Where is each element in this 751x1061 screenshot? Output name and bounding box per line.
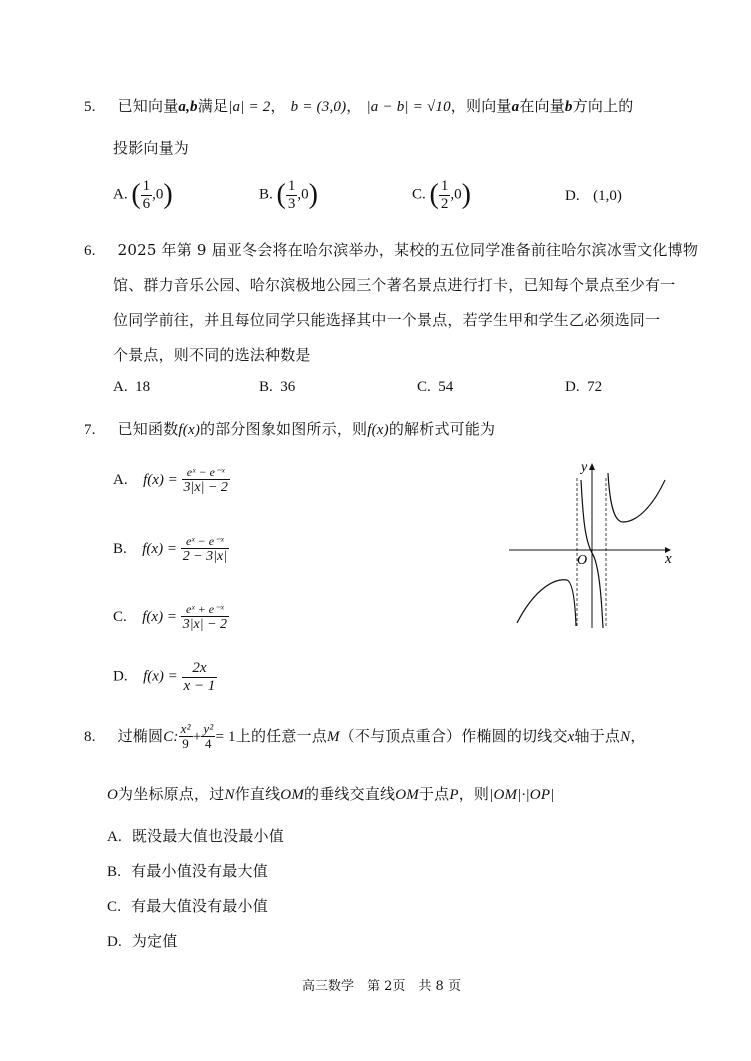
q8-option-c (107, 895, 268, 916)
q5-option-b: B. ( $\frac{1}{3}$ ,0) (259, 178, 318, 212)
option-label: A. (113, 472, 128, 489)
q7-function-graph (505, 458, 680, 633)
option-text: 为定值 (131, 932, 178, 950)
q5-option-c: C. ( $\frac{1}{2}$ ,0) (412, 178, 471, 212)
option-rest: ,0 (152, 186, 164, 203)
frac-num: 1 (440, 178, 449, 194)
y-axis-arrow (589, 463, 595, 470)
q7-stem (84, 418, 495, 439)
q8-line-om: OM (280, 787, 305, 803)
option-label: A. (107, 829, 122, 845)
q8-text: 作直线 (234, 785, 281, 803)
q6-stem-line3: 位同学前往，并且每位同学只能选择其中一个景点，若学生甲和学生乙必须选同一 (113, 311, 661, 329)
q8-number: 8. (84, 728, 96, 745)
q6-option-c (417, 379, 453, 396)
frac-den: 3|x| − 2 (183, 480, 228, 496)
page-footer: 高三数学 第 2页 共 8 页 (302, 979, 461, 994)
q5-stem-line1: 5. 已知向量a,b满足|a| = 2， b = (3,0)， |a − b| = √10，则向量a在向量b方向上的 (84, 97, 634, 115)
q8-text: 上的任意一点 (235, 726, 327, 745)
option-label: C. (107, 899, 122, 915)
q8-stem-line1 (84, 722, 646, 752)
option-rest: ,0 (297, 186, 309, 203)
q5-cond2: b = (3,0) (290, 99, 347, 115)
q6-option-b (259, 379, 295, 396)
q8-option-d (107, 930, 178, 951)
q5-option-d (565, 188, 622, 205)
q8-text: 于点 (418, 785, 450, 803)
q7-text: 的解析式可能为 (388, 420, 496, 438)
curve-left-branch (517, 580, 576, 626)
frac-num: eˣ − e⁻ˣ (181, 535, 229, 549)
origin-label: O (577, 553, 588, 568)
q7-fx: f(x) (367, 422, 389, 438)
q5-text: 满足 (197, 97, 229, 115)
q5-var-a: a (511, 99, 520, 115)
q5-cond3: |a − b| = √10 (366, 99, 451, 115)
y-axis-label: y (581, 460, 588, 475)
option-lhs: f(x) = (143, 668, 178, 685)
q5-var-b: b (564, 99, 573, 115)
option-label: B. (259, 379, 273, 395)
equals: = 1 (215, 728, 236, 745)
option-label: C. (113, 609, 127, 626)
q5-vars: a,b (178, 99, 198, 115)
q6-stem-line1 (84, 239, 698, 260)
option-lhs: f(x) = (143, 472, 178, 489)
option-text: 有最大值没有最小值 (131, 897, 268, 915)
q8-product: |OM|·|OP| (489, 787, 555, 803)
q8-text: （不与顶点重合）作椭圆的切线交 (339, 726, 568, 745)
plus-sign: + (192, 728, 202, 745)
q8-text: 的垂线交直线 (304, 785, 396, 803)
option-value: 36 (280, 379, 296, 395)
frac-den: 2 − 3|x| (182, 549, 228, 565)
q5-text: 在向量 (519, 97, 565, 115)
option-text: (1,0) (593, 188, 622, 204)
q7-option-a (113, 466, 230, 496)
frac-den: 6 (142, 195, 151, 212)
option-lhs: f(x) = (142, 541, 177, 558)
q7-option-c (113, 603, 229, 633)
option-label: C. (412, 186, 426, 203)
q7-text: 已知函数 (117, 420, 179, 438)
frac-num: eˣ − e⁻ˣ (182, 466, 230, 480)
option-text: 有最小值没有最大值 (131, 862, 268, 880)
frac-num: y² (203, 721, 214, 736)
option-label: A. (113, 379, 128, 395)
q5-text: 已知向量 (117, 97, 179, 115)
q5-stem-line2: 投影向量为 (113, 139, 190, 157)
q8-point-p: P (449, 787, 459, 803)
q8-point-o: O (107, 787, 119, 803)
frac-den: 3 (287, 195, 296, 212)
option-label: D. (107, 934, 122, 950)
frac-num: x² (180, 721, 191, 736)
q8-point-n: N (620, 728, 631, 745)
option-value: 72 (587, 379, 603, 395)
option-label: D. (565, 188, 580, 204)
option-value: 54 (438, 379, 454, 395)
option-label: B. (259, 186, 273, 203)
q8-text: ， (630, 726, 646, 745)
q7-fx: f(x) (178, 422, 201, 438)
option-label: B. (113, 541, 127, 558)
frac-den: 4 (205, 736, 212, 752)
q8-text: ，则 (458, 785, 490, 803)
frac-den: x − 1 (183, 677, 216, 694)
option-label: D. (565, 379, 580, 395)
q8-x: x (567, 728, 575, 745)
q8-text: 轴于点 (574, 726, 621, 745)
option-label: A. (113, 186, 128, 203)
q7-option-b (113, 535, 229, 565)
q8-option-b (107, 860, 268, 881)
q6-stem-line4: 个景点，则不同的选法种数是 (113, 346, 311, 364)
option-label: C. (417, 379, 431, 395)
frac-den: 3|x| − 2 (182, 617, 228, 633)
curve-right-branch (608, 473, 665, 522)
q5-text: 方向上的 (572, 97, 634, 115)
frac-den: 2 (440, 195, 449, 212)
q6-stem-line2: 馆、群力音乐公园、哈尔滨极地公园三个著名景点进行打卡，已知每个景点至少有一 (113, 276, 676, 294)
q8-point-n: N (224, 787, 235, 803)
frac-num: 1 (142, 178, 151, 194)
q6-option-d (565, 379, 602, 396)
q5-number: 5. (84, 99, 96, 115)
frac-den: 9 (182, 736, 189, 752)
x-axis-label: x (665, 551, 672, 567)
q8-option-a (107, 825, 284, 846)
q5-option-a: A. ( $\frac{1}{6}$ ,0) (113, 178, 173, 212)
frac-num: 2x (182, 660, 218, 678)
option-text: 既没最大值也没最小值 (131, 827, 284, 845)
q7-text: 的部分图象如图所示，则 (200, 420, 368, 438)
frac-num: 1 (287, 178, 296, 194)
q8-text: 过椭圆 (117, 726, 164, 745)
option-label: D. (113, 668, 128, 685)
q8-ellipse-name: C: (163, 728, 179, 745)
q5-text: ，则向量 (450, 97, 512, 115)
q8-stem-line2 (107, 783, 555, 804)
q5-cond1: |a| = 2 (228, 99, 271, 115)
q6-text: 2025 年第 9 届亚冬会将在哈尔滨举办，某校的五位同学准备前往哈尔滨冰雪文化博物 (117, 241, 699, 259)
q6-number: 6. (84, 243, 96, 259)
option-label: B. (107, 864, 122, 880)
q6-option-a (113, 379, 150, 396)
q8-text: 为坐标原点，过 (118, 785, 225, 803)
q8-point-m: M (326, 728, 340, 745)
frac-num: eˣ + e⁻ˣ (181, 603, 229, 617)
q7-number: 7. (84, 422, 96, 438)
option-value: 18 (135, 379, 151, 395)
option-rest: ,0 (450, 186, 462, 203)
q7-option-d (113, 660, 217, 694)
option-lhs: f(x) = (142, 609, 177, 626)
q8-line-om: OM (395, 787, 419, 803)
